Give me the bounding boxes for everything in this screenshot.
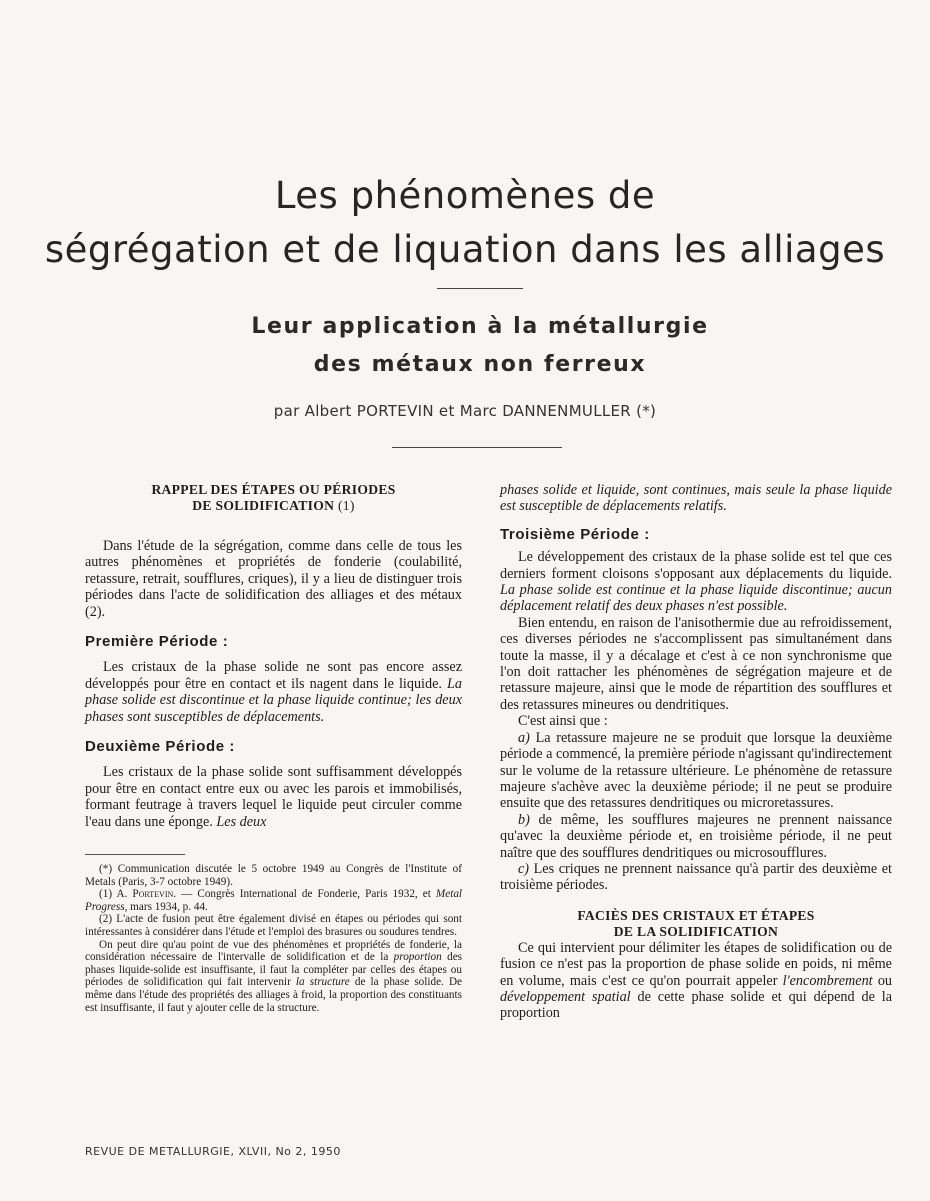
heading-second-period: Deuxième Période : [85, 738, 236, 756]
section-heading-facies [500, 908, 892, 940]
footnotes [85, 863, 462, 1014]
item-a: a) La retassure majeure ne se produit que lorsque la deuxième période a commencé, la première période n'agissant qu'indirectement sur le volume de la retassure ultérieure. Le phénomène de retassure majeure s'achève avec la deuxième période; il ne peut se produire ensuite que des retassures dendritiques ou microretassures. [500, 729, 893, 812]
subtitle-line-2: des métaux non ferreux [313, 352, 647, 377]
cest-ainsi-line: C'est ainsi que : [518, 713, 608, 730]
footnote-2-continued: On peut dire qu'au point de vue des phénomènes et propriétés de fonderie, la considération nécessaire de l'intervalle de solidification et de la proportion des phases liquide-solide est insuffisante, il faut la compléter par celles des étapes ou périodes de solidification qui fait intervenir la structure de la phase solide. De même dans l'étude des propriétés des alliages à froid, la proportion des constituants est insuffisante, il faut y ajouter celle de la structure. [85, 938, 463, 1014]
second-period-continued: phases solide et liquide, sont continues, mais seule la phase liquide est susceptible de déplacements relatifs. [500, 482, 892, 515]
journal-footer: REVUE DE METALLURGIE, XLVII, No 2, 1950 [85, 1145, 341, 1158]
title-line-1: Les phénomènes de [274, 174, 656, 217]
right-column [500, 482, 892, 1022]
section-heading-facies-line-2: DE LA SOLIDIFICATION [613, 923, 779, 939]
facies-paragraph: Ce qui intervient pour délimiter les étapes de solidification ou de fusion ce n'est pas la proportion de phase solide en poids, ni même en volume, mais c'est ce qu'on pourrait appeler l'encombrement ou développement spatial de cette phase solide et qui dépend de la proportion [500, 939, 893, 1022]
authors-byline: par Albert PORTEVIN et Marc DANNENMULLER (*) [273, 402, 657, 420]
footnote-ref-1: (1) [337, 498, 355, 513]
footnote-star: (*) Communication discutée le 5 octobre 1949 au Congrès de l'Institute of Metals (Paris, 3-7 octobre 1949). [85, 863, 462, 888]
heading-third-period: Troisième Période : [500, 525, 650, 543]
first-period-paragraph: Les cristaux de la phase solide ne sont pas encore assez développés pour être en contact et ils nagent dans le liquide. La phase solide est discontinue et la phase liquide continue; les deux phases sont susceptibles de déplacements. [85, 659, 463, 725]
footnote-2: (2) L'acte de fusion peut être également divisé en étapes ou périodes qui sont intéressantes à considérer dans l'étude et l'emploi des brasures ou soudures tendres. [85, 913, 462, 939]
anisothermy-paragraph: Bien entendu, en raison de l'anisothermie due au refroidissement, ces diverses périodes ne s'accomplissent pas simultanément dans toute la masse, il y a décalage et c'est à ce non synchronisme que l'on doit rattacher les phénomènes de ségrégation majeure et de retassure majeure, ainsi que le mode de répartition des soufflures et des retassures mineures ou dendritiques. [500, 614, 892, 713]
subtitle-line-1: Leur application à la métallurgie [251, 314, 709, 339]
intro-paragraph: Dans l'étude de la ségrégation, comme dans celle de tous les autres phénomènes et propriétés de fonderie (coulabilité, retassure, retrait, soufflures, criques), il y a lieu de distinguer trois périodes dans l'acte de solidification des alliages et des métaux (2). [85, 538, 462, 620]
section-heading-line-2: DE SOLIDIFICATION (1) [192, 498, 355, 513]
footnote-1: (1) A. Portevin. — Congrès International de Fonderie, Paris 1932, et Metal Progress, mars 1934, p. 44. [85, 888, 463, 913]
second-period-paragraph: Les cristaux de la phase solide sont suffisamment développés pour être en contact entre eux ou avec les parois et immobilisés, formant feutrage à travers lequel le liquide peut circuler comme l'eau dans une éponge. Les deux [85, 764, 462, 830]
left-column [85, 482, 462, 1014]
title-divider [437, 288, 523, 289]
title-line-2: ségrégation et de liquation dans les alliages [44, 228, 886, 271]
section-heading-line-1: RAPPEL DES ÉTAPES OU PÉRIODES [151, 482, 396, 497]
item-b: b) de même, les soufflures majeures ne prennent naissance qu'avec la deuxième période et, en troisième période, il ne peut naître que des soufflures dendritiques ou microsoufflures. [500, 811, 893, 861]
section-heading-periods [85, 482, 462, 514]
byline-divider [392, 447, 562, 448]
section-heading-facies-line-1: FACIÈS DES CRISTAUX ET ÉTAPES [577, 907, 815, 923]
heading-first-period: Première Période : [85, 633, 229, 651]
third-period-paragraph: Le développement des cristaux de la phase solide est tel que ces derniers forment cloisons s'opposant aux déplacements du liquide. La phase solide est continue et la phase liquide discontinue; aucun déplacement relatif des deux phases n'est possible. [500, 549, 892, 615]
footnote-divider [85, 854, 185, 855]
item-c: c) Les criques ne prennent naissance qu'à partir des deuxième et troisième périodes. [500, 860, 893, 894]
